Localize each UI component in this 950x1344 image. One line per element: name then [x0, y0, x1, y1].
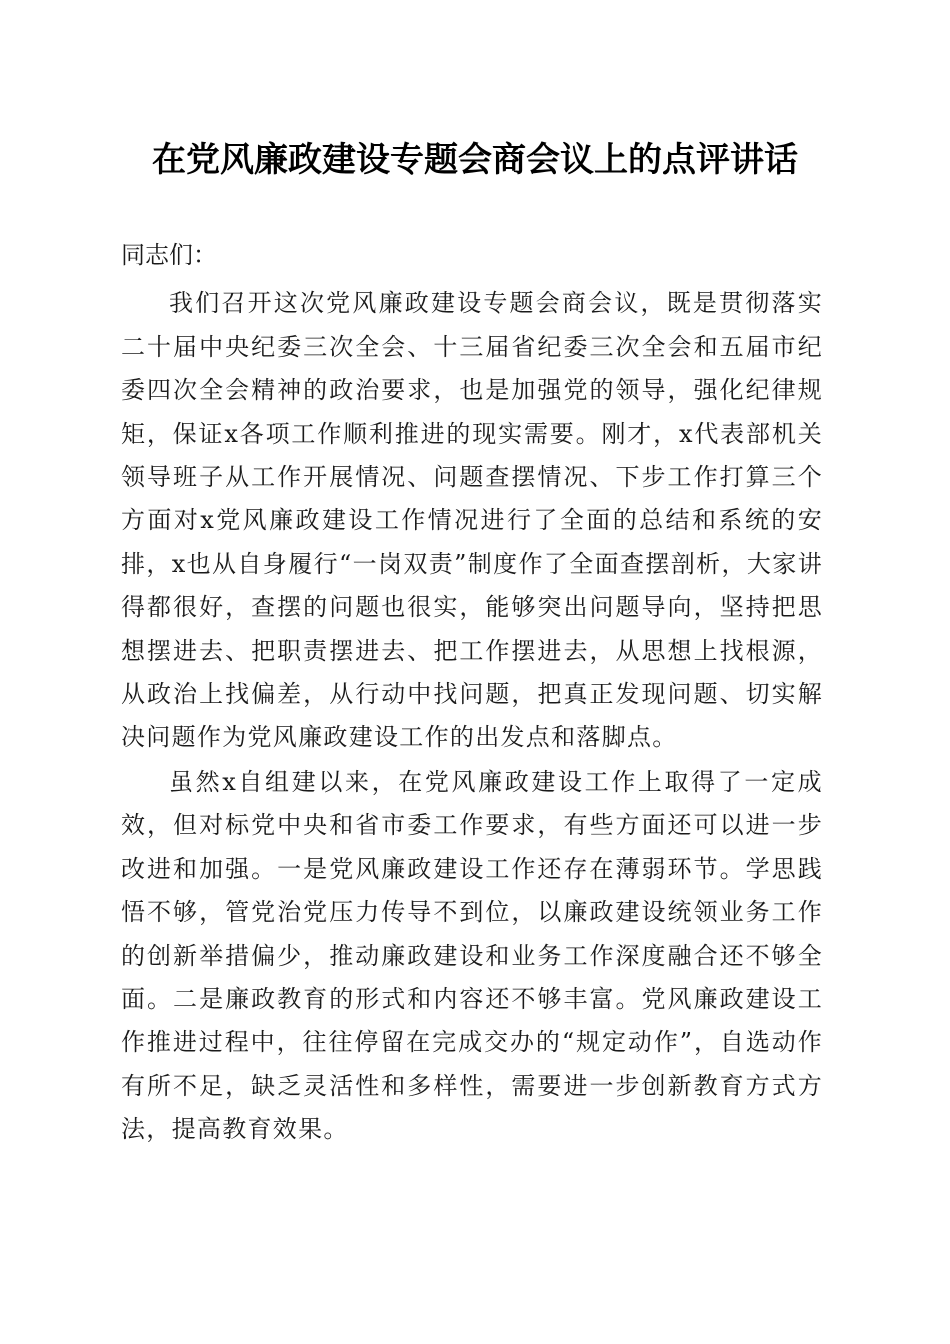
- salutation: 同志们：: [121, 241, 217, 269]
- paragraph-1: 我们召开这次党风廉政建设专题会商会议，既是贯彻落实二十届中央纪委三次全会、十三届省纪委三次全会和五届市纪委四次全会精神的政治要求，也是加强党的领导，强化纪律规矩，保证x各项工作顺利推进的现实需要。刚才，x代表部机关领导班子从工作开展情况、问题查摆情况、下步工作打算三个方面对x党风廉政建设工作情况进行了全面的总结和系统的安排，x也从自身履行“一岗双责”制度作了全面查摆剖析，大家讲得都很好，查摆的问题也很实，能够突出问题导向，坚持把思想摆进去、把职责摆进去、把工作摆进去，从思想上找根源，从政治上找偏差，从行动中找问题，把真正发现问题、切实解决问题作为党风廉政建设工作的出发点和落脚点。: [121, 289, 823, 752]
- paragraph-2: 虽然x自组建以来，在党风廉政建设工作上取得了一定成效，但对标党中央和省市委工作要求，有些方面还可以进一步改进和加强。一是党风廉政建设工作还存在薄弱环节。学思践悟不够，管党治党压力传导不到位，以廉政建设统领业务工作的创新举措偏少，推动廉政建设和业务工作深度融合还不够全面。二是廉政教育的形式和内容还不够丰富。党风廉政建设工作推进过程中，往往停留在完成交办的“规定动作”，自选动作有所不足，缺乏灵活性和多样性，需要进一步创新教育方式方法，提高教育效果。: [121, 767, 823, 1144]
- document-title: 在党风廉政建设专题会商会议上的点评讲话: [152, 140, 798, 180]
- document-body: [121, 234, 823, 1152]
